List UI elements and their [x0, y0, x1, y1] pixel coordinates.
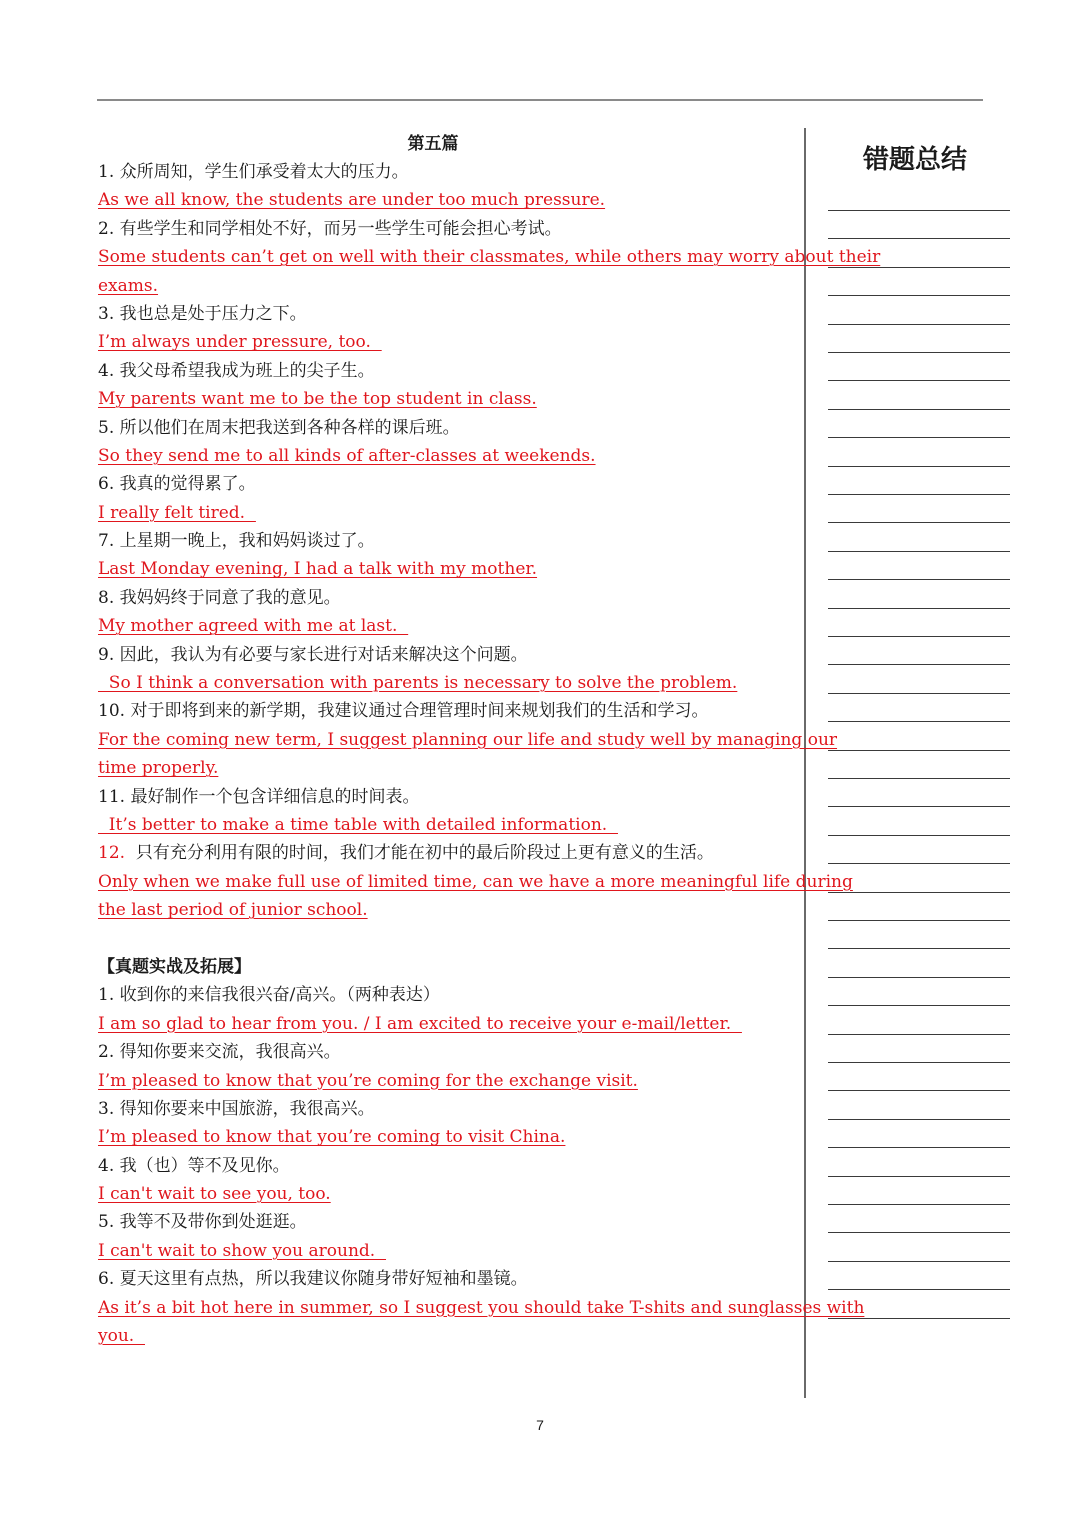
ex-2-en: I’m pleased to know that you’re coming for the exchange visit.	[98, 1070, 638, 1091]
ex-3-en: I’m pleased to know that you’re coming to visit China.	[98, 1127, 566, 1148]
writing-line	[828, 1318, 1010, 1319]
item-1-en: As we all know, the students are under too much pressure.	[98, 190, 606, 211]
page-title: 第五篇	[407, 134, 459, 154]
ex-6-cn: 6. 夏天这里有点热，所以我建议你随身带好短袖和墨镜。	[98, 1269, 528, 1290]
item-8-en: My mother agreed with me at last.	[98, 616, 409, 637]
item-12-text: 只有充分利用有限的时间，我们才能在初中的最后阶段过上更有意义的生活。	[125, 843, 714, 864]
ex-3-cn: 3. 得知你要来中国旅游，我很高兴。	[98, 1098, 375, 1119]
ex-1-cn: 1. 收到你的来信我很兴奋/高兴。（两种表达）	[98, 985, 440, 1006]
writing-line	[828, 1204, 1010, 1205]
writing-line	[828, 409, 1010, 410]
writing-line	[828, 863, 1010, 864]
writing-line	[828, 551, 1010, 552]
item-10-en: For the coming new term, I suggest planning our life and study well by managing our	[98, 729, 838, 750]
ex-1-en: I am so glad to hear from you. / I am excited to receive your e-mail/letter.	[98, 1013, 742, 1034]
ex-4-cn: 4. 我（也）等不及见你。	[98, 1155, 290, 1176]
writing-line	[828, 494, 1010, 495]
writing-line	[828, 1176, 1010, 1177]
item-6-en: I really felt tired.	[98, 502, 256, 523]
writing-line	[828, 608, 1010, 609]
item-2-en: Some students can’t get on well with their classmates, while others may worry about their	[98, 247, 881, 268]
writing-line	[828, 693, 1010, 694]
page-number: 7	[536, 1417, 544, 1433]
item-11-en: It’s better to make a time table with detailed information.	[98, 814, 618, 835]
item-9-en: So I think a conversation with parents is necessary to solve the problem.	[98, 673, 738, 694]
ex-5-cn: 5. 我等不及带你到处逛逛。	[98, 1212, 307, 1233]
ex-2-cn: 2. 得知你要来交流，我很高兴。	[98, 1042, 341, 1063]
writing-line	[828, 892, 1010, 893]
writing-line	[828, 466, 1010, 467]
section2-heading: 【真题实战及拓展】	[98, 956, 251, 977]
writing-line	[828, 835, 1010, 836]
item-12-number: 12.	[98, 843, 126, 864]
item-10-en-cont: time properly.	[98, 758, 219, 779]
writing-line	[828, 1289, 1010, 1290]
writing-line	[828, 664, 1010, 665]
item-12-en: Only when we make full use of limited time, can we have a more meaningful life during	[98, 871, 853, 892]
writing-line	[828, 977, 1010, 978]
item-9-cn: 9. 因此，我认为有必要与家长进行对话来解决这个问题。	[98, 644, 528, 665]
writing-line	[828, 579, 1010, 580]
writing-line	[828, 920, 1010, 921]
ex-6-en: As it’s a bit hot here in summer, so I suggest you should take T-shits and sunglasses with	[98, 1297, 865, 1318]
item-1-cn: 1. 众所周知，学生们承受着太大的压力。	[98, 162, 409, 182]
writing-line	[828, 437, 1010, 438]
item-4-cn: 4. 我父母希望我成为班上的尖子生。	[98, 360, 375, 381]
writing-line	[828, 1147, 1010, 1148]
writing-line	[828, 1062, 1010, 1063]
writing-line	[828, 295, 1010, 296]
item-6-cn: 6. 我真的觉得累了。	[98, 474, 256, 495]
item-7-cn: 7. 上星期一晚上，我和妈妈谈过了。	[98, 531, 375, 552]
item-2-en-cont: exams.	[98, 275, 159, 296]
top-rule	[97, 99, 983, 101]
item-4-en: My parents want me to be the top student in class.	[98, 389, 537, 410]
writing-line	[828, 324, 1010, 325]
item-11-cn: 11. 最好制作一个包含详细信息的时间表。	[98, 786, 420, 807]
section-gap	[98, 925, 798, 953]
writing-line	[828, 636, 1010, 637]
main-content	[98, 130, 881, 1350]
item-12-en-cont: the last period of junior school.	[98, 900, 368, 921]
writing-line	[828, 1119, 1010, 1120]
writing-line	[828, 267, 1010, 268]
writing-line	[828, 778, 1010, 779]
writing-line	[828, 806, 1010, 807]
ex-5-en: I can't wait to show you around.	[98, 1240, 387, 1261]
column-divider	[804, 128, 806, 1398]
item-5-cn: 5. 所以他们在周末把我送到各种各样的课后班。	[98, 417, 460, 438]
item-2-cn: 2. 有些学生和同学相处不好，而另一些学生可能会担心考试。	[98, 218, 562, 239]
writing-line	[828, 1261, 1010, 1262]
item-8-cn: 8. 我妈妈终于同意了我的意见。	[98, 587, 341, 608]
writing-line	[828, 352, 1010, 353]
mistake-summary-title: 错题总结	[862, 145, 967, 175]
item-3-cn: 3. 我也总是处于压力之下。	[98, 303, 307, 324]
item-5-en: So they send me to all kinds of after-classes at weekends.	[98, 445, 596, 466]
item-12-cn	[98, 839, 798, 867]
writing-line	[828, 721, 1010, 722]
writing-line	[828, 522, 1010, 523]
item-10-cn: 10. 对于即将到来的新学期，我建议通过合理管理时间来规划我们的生活和学习。	[98, 701, 709, 722]
writing-line	[828, 380, 1010, 381]
writing-line	[828, 1090, 1010, 1091]
writing-line	[828, 238, 1010, 239]
ex-4-en: I can't wait to see you, too.	[98, 1184, 331, 1205]
ex-6-en-cont: you.	[98, 1326, 145, 1347]
writing-line	[828, 1232, 1010, 1233]
writing-line	[828, 750, 1010, 751]
item-3-en: I’m always under pressure, too.	[98, 332, 382, 353]
writing-line	[828, 1005, 1010, 1006]
writing-line	[828, 210, 1010, 211]
writing-line	[828, 948, 1010, 949]
mistake-summary-column	[828, 140, 1010, 180]
writing-line	[828, 1034, 1010, 1035]
item-7-en: Last Monday evening, I had a talk with my mother.	[98, 559, 538, 580]
